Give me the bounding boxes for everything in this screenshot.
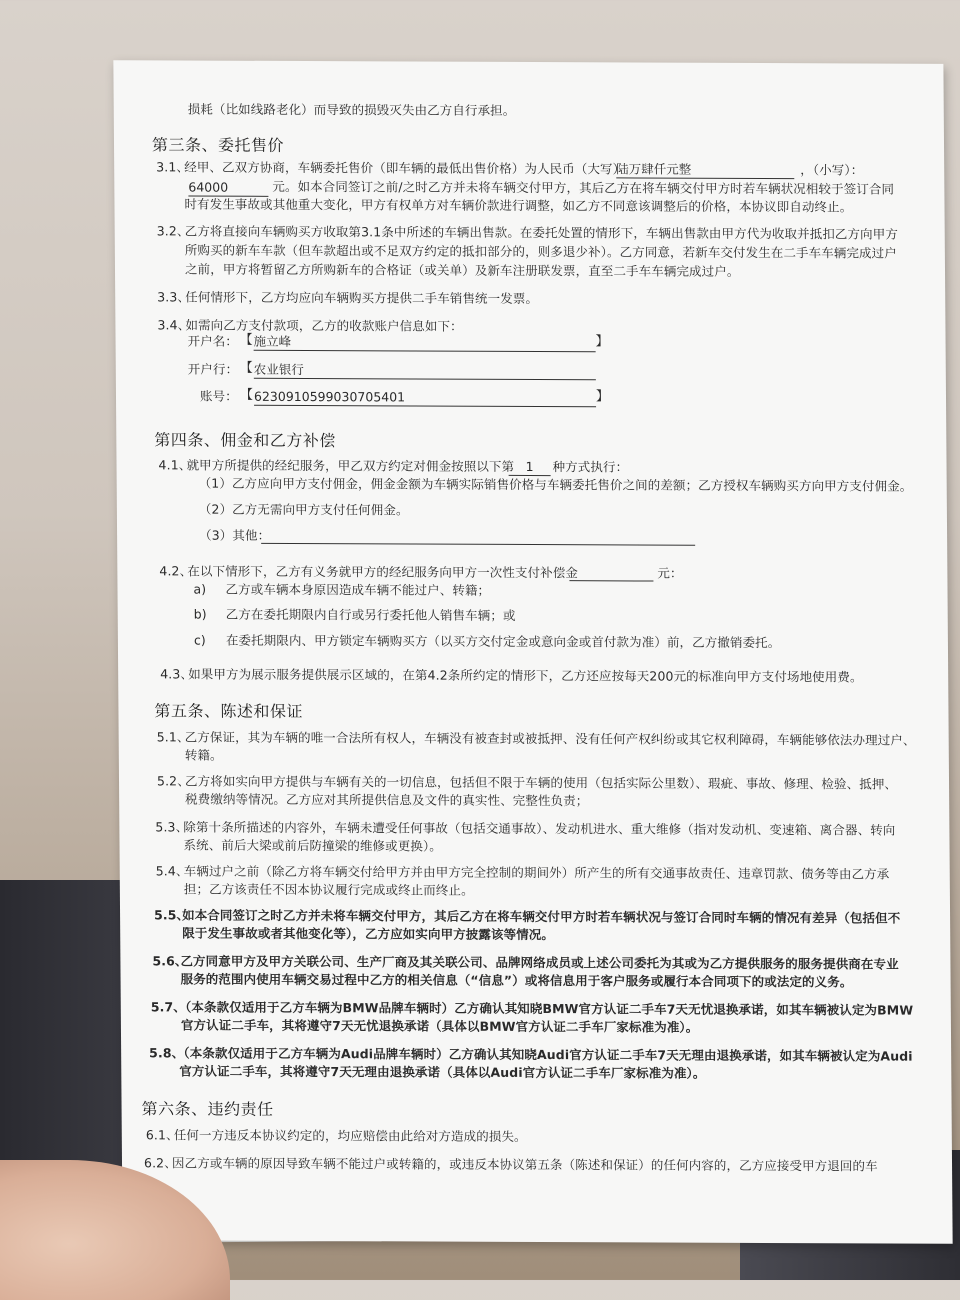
account-number-left-bracket: 【	[239, 387, 254, 403]
top-line: 损耗（比如线路老化）而导致的损毁灭失由乙方自行承担。	[187, 101, 516, 118]
option-3-blank	[261, 529, 695, 546]
clause-5-2-line-1: 5.2、乙方将如实向甲方提供与车辆有关的一切信息，包括但不限于车辆的使用（包括实际公里数）、瑕疵、事故、修理、检验、抵押、	[156, 773, 898, 792]
clause-3-3: 3.3、任何情形下，乙方均应向车辆购买方提供二手车销售统一发票。	[157, 289, 539, 307]
clause-5-6-line-1: 5.6、乙方同意甲方及甲方关联公司、生产厂商及其关联公司、品牌网络成员或上述公司委托为其或为乙方提供服务的服务提供商在专业	[152, 953, 899, 972]
item-c-text: 在委托期限内、甲方锁定车辆购买方（以买方交付定金或意向金或首付款为准）前，乙方撤销委托。	[225, 632, 781, 651]
clause-5-7-line-2: 官方认证二手车，其将遵守7天无忧退换承诺（具体以BMW官方认证二手车厂家标准为准）。	[180, 1017, 699, 1035]
clause-3-2-line-1: 3.2、乙方将直接向车辆购买方收取第3.1条中所述的车辆出售款。在委托处置的情形下，车辆出售款由甲方代为收取并抵扣乙方向甲方	[156, 223, 898, 242]
clause-4-1-end: 种方式执行：	[552, 459, 629, 475]
commission-choice-field: 1	[508, 459, 550, 476]
clause-5-2-line-2: 税费缴纳等情况。乙方应对其所提供信息及文件的真实性、完整性负责；	[185, 791, 589, 809]
clause-3-4: 3.4、如需向乙方支付款项，乙方的收款账户信息如下：	[157, 317, 463, 334]
account-number-field: 6230910599030705401	[254, 389, 596, 407]
clause-3-1-line-1-end: ，（小写）：	[800, 162, 864, 178]
account-bank-left-bracket: 【	[239, 360, 253, 376]
amount-upper-field: 陆万肆仟元整	[616, 161, 794, 179]
option-3-label: （3）其他：	[199, 527, 271, 543]
item-b-text: 乙方在委托期限内自行或另行委托他人销售车辆；或	[225, 606, 516, 623]
section-4-title: 第四条、佣金和乙方补偿	[154, 430, 336, 451]
section-6-title: 第六条、违约责任	[141, 1099, 274, 1119]
item-c-label: c)	[193, 632, 206, 648]
clause-3-1-line-2: 元。如本合同签订之前/之时乙方并未将车辆交付甲方，其后乙方在将车辆交付甲方时若车辆状况相较于签订合同	[272, 178, 895, 197]
item-a-text: 乙方或车辆本身原因造成车辆不能过户、转籍；	[225, 581, 491, 598]
clause-5-6-line-2: 服务的范围内使用车辆交易过程中乙方的相关信息（“信息”）或将信息用于客户服务或履行本合同项下的或法定的义务。	[180, 971, 853, 990]
clause-5-5-line-2: 限于发生事故或者其他变化等），乙方应如实向甲方披露该等情况。	[182, 925, 555, 943]
clause-5-4-line-2: 担；乙方该责任不因本协议履行完成或终止而终止。	[183, 881, 474, 898]
section-3-title: 第三条、委托售价	[151, 135, 285, 155]
section-5-title: 第五条、陈述和保证	[154, 701, 304, 721]
clause-5-4-line-1: 5.4、车辆过户之前（除乙方将车辆交付给甲方并由甲方完全控制的期间外）所产生的所有交通事故责任、违章罚款、债务等由乙方承	[155, 863, 890, 882]
clause-4-2: 4.2、在以下情形下，乙方有义务就甲方的经纪服务向甲方一次性支付补偿金	[159, 563, 579, 581]
account-name-right-bracket: 】	[595, 334, 609, 350]
item-b-label: b)	[193, 606, 207, 622]
clause-4-1: 4.1、就甲方所提供的经纪服务，甲乙双方约定对佣金按照以下第	[158, 457, 515, 474]
clause-4-3: 4.3、如果甲方为展示服务提供展示区域的，在第4.2条所约定的情形下，乙方还应按每天200元的标准向甲方支付场地使用费。	[160, 666, 863, 685]
account-name-field: 施立峰	[253, 334, 595, 352]
item-a-label: a)	[193, 581, 207, 597]
clause-4-2-end: 元：	[657, 565, 683, 581]
contract-page	[113, 60, 952, 1244]
clause-6-2: 6.2、因乙方或车辆的原因导致车辆不能过户或转籍的，或违反本协议第五条（陈述和保证）的任何内容的，乙方应接受甲方退回的车	[143, 1155, 878, 1174]
clause-3-2-line-2: 所购买的新车车款（但车款超出或不足双方约定的抵扣部分的，则多退少补）。乙方同意，若新车交付发生在二手车车辆完成过户	[184, 242, 897, 261]
amount-lower-field: 64000	[188, 180, 268, 197]
account-name-label: 开户名：	[187, 333, 239, 349]
option-1: （1）乙方应向甲方支付佣金，佣金金额为车辆实际销售价格与车辆委托售价之间的差额；乙方授权车辆购买方向甲方支付佣金。	[198, 475, 913, 494]
account-number-right-bracket: 】	[595, 389, 610, 405]
option-2: （2）乙方无需向甲方支付任何佣金。	[198, 501, 409, 518]
clause-5-1-line-1: 5.1、乙方保证，其为车辆的唯一合法所有权人，车辆没有被查封或被抵押、没有任何产权纠纷或其它权利障碍，车辆能够依法办理过户、	[156, 729, 916, 748]
clause-5-8-line-1: 5.8、（本条款仅适用于乙方车辆为Audi品牌车辆时）乙方确认其知晓Audi官方认证二手车7天无理由退换承诺，如其车辆被认定为Audi	[149, 1045, 913, 1064]
account-bank-field: 农业银行	[254, 362, 596, 380]
clause-5-3-line-2: 系统、前后大梁或前后防撞梁的维修或更换）。	[183, 837, 442, 854]
clause-5-5-line-1: 5.5、如本合同签订之时乙方并未将车辆交付甲方，其后乙方在将车辆交付甲方时若车辆状况与签订合同时车辆的情况有差异（包括但不	[154, 907, 901, 926]
clause-3-2-line-3: 之前，甲方将暂留乙方所购新车的合格证（或关单）及新车注册联发票，直至二手车车辆完成过户。	[184, 261, 740, 279]
clause-5-7-line-1: 5.7、（本条款仅适用于乙方车辆为BMW品牌车辆时）乙方确认其知晓BMW官方认证二手车7天无忧退换承诺，如其车辆被认定为BMW	[150, 999, 914, 1018]
clause-3-1-line-1: 3.1、经甲、乙双方协商，车辆委托售价（即车辆的最低出售价格）为人民币（大写）	[156, 159, 626, 177]
account-number-label: 账号：	[199, 388, 238, 404]
compensation-blank	[569, 566, 653, 581]
clause-5-3-line-1: 5.3、除第十条所描述的内容外，车辆未遭受任何事故（包括交通事故）、发动机进水、重大维修（指对发动机、变速箱、离合器、转向	[155, 819, 896, 838]
account-bank-label: 开户行：	[187, 361, 239, 377]
clause-5-8-line-2: 官方认证二手车，其将遵守7天无理由退换承诺（具体以Audi官方认证二手车厂家标准为准）。	[179, 1063, 706, 1081]
clause-3-1-line-3: 时有发生事故或其他重大变化，甲方有权单方对车辆价款进行调整，如乙方不同意该调整后的价格，本协议即自动终止。	[184, 196, 853, 215]
account-name-left-bracket: 【	[239, 332, 253, 348]
clause-6-1: 6.1、任何一方违反本协议约定的，均应赔偿由此给对方造成的损失。	[145, 1127, 527, 1144]
clause-5-1-line-2: 转籍。	[184, 747, 223, 763]
